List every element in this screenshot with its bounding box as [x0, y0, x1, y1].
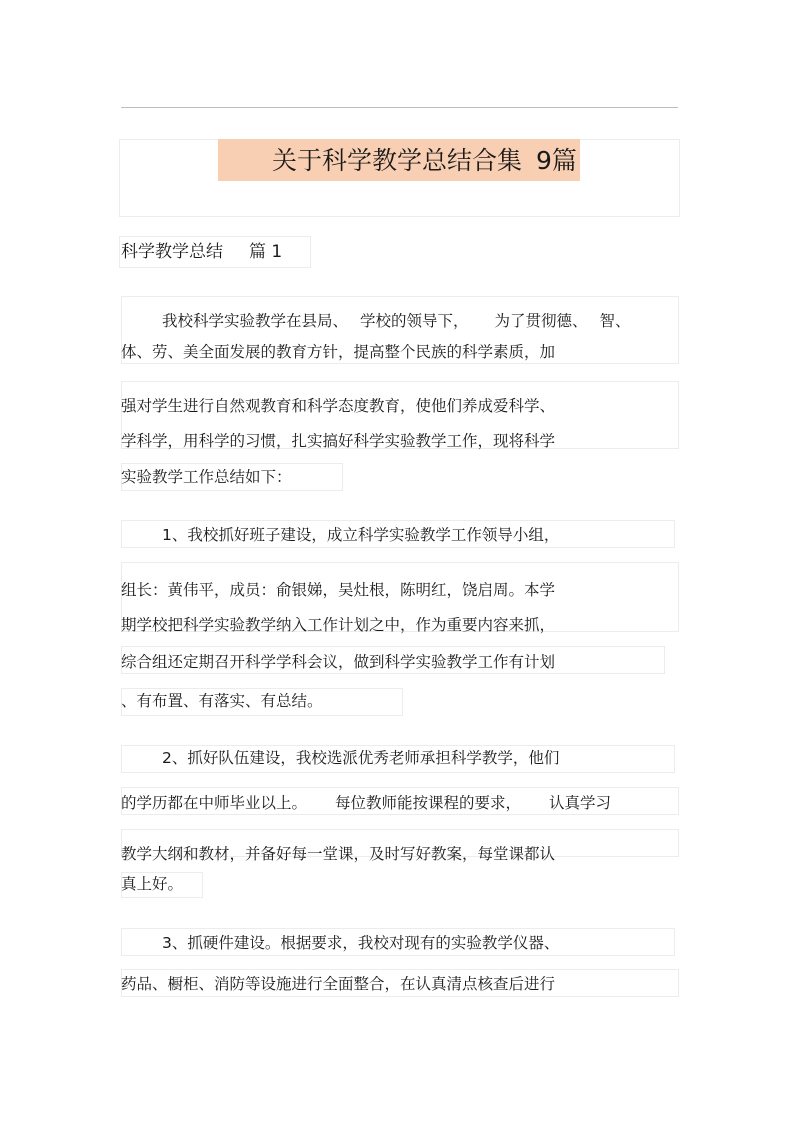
paragraph-line: 综合组还定期召开科学学科会议，做到科学实验教学工作有计划 — [121, 653, 556, 671]
paragraph-line — [162, 523, 559, 547]
list-number: 3 — [162, 934, 172, 952]
page-title — [272, 140, 577, 182]
top-divider — [121, 107, 678, 108]
paragraph-line: 真上好。 — [121, 875, 184, 893]
title-text: 关于科学教学总结合集 — [272, 146, 523, 175]
paragraph-line: 、有布置、有落实、有总结。 — [121, 692, 323, 710]
section-part: 篇 1 — [249, 242, 283, 262]
paragraph-line: 期学校把科学实验教学纳入工作计划之中，作为重要内容来抓， — [121, 616, 556, 634]
section-heading — [121, 238, 282, 266]
paragraph-line — [162, 931, 559, 955]
paragraph-line: 实验教学工作总结如下： — [121, 468, 292, 486]
paragraph-line: 药品、橱柜、消防等设施进行全面整合，在认真清点核查后进行 — [121, 975, 556, 993]
text-span: 认真学习 — [549, 794, 612, 812]
text-span: 智、 — [599, 312, 631, 330]
text-span: 、我校抓好班子建设，成立科学实验教学工作领导小组， — [171, 526, 560, 544]
paragraph-line — [162, 309, 631, 333]
paragraph-line: 教学大纲和教材，并备好每一堂课，及时写好教案，每堂课都认 — [121, 845, 556, 863]
title-number: 9 — [536, 146, 552, 175]
paragraph-line: 强对学生进行自然观教育和科学态度教育，使他们养成爱科学、 — [121, 397, 556, 415]
paragraph-line: 学科学，用科学的习惯，扎实搞好科学实验教学工作，现将科学 — [121, 432, 556, 450]
text-span: 的学历都在中师毕业以上。 — [121, 794, 308, 812]
text-span: 、抓硬件建设。根据要求，我校对现有的实验教学仪器、 — [171, 934, 560, 952]
paragraph-line: 体、劳、美全面发展的教育方针，提高整个民族的科学素质，加 — [121, 343, 556, 361]
paragraph-line — [121, 791, 611, 815]
list-number: 1 — [162, 526, 172, 544]
text-span: 、抓好队伍建设，我校选派优秀老师承担科学教学，他们 — [171, 749, 560, 767]
list-number: 2 — [162, 749, 172, 767]
section-heading-text: 科学教学总结 — [121, 242, 223, 262]
title-suffix: 篇 — [551, 146, 577, 175]
text-span: 为了贯彻德、 — [494, 312, 588, 330]
text-span: 每位教师能按课程的要求， — [335, 794, 522, 812]
text-span: 我校科学实验教学在县局、 — [162, 312, 349, 330]
paragraph-line: 组长：黄伟平，成员：俞银娣，吴灶根，陈明红，饶启周。本学 — [121, 581, 556, 599]
text-span: 学校的领导下， — [360, 312, 469, 330]
paragraph-line — [162, 746, 559, 770]
